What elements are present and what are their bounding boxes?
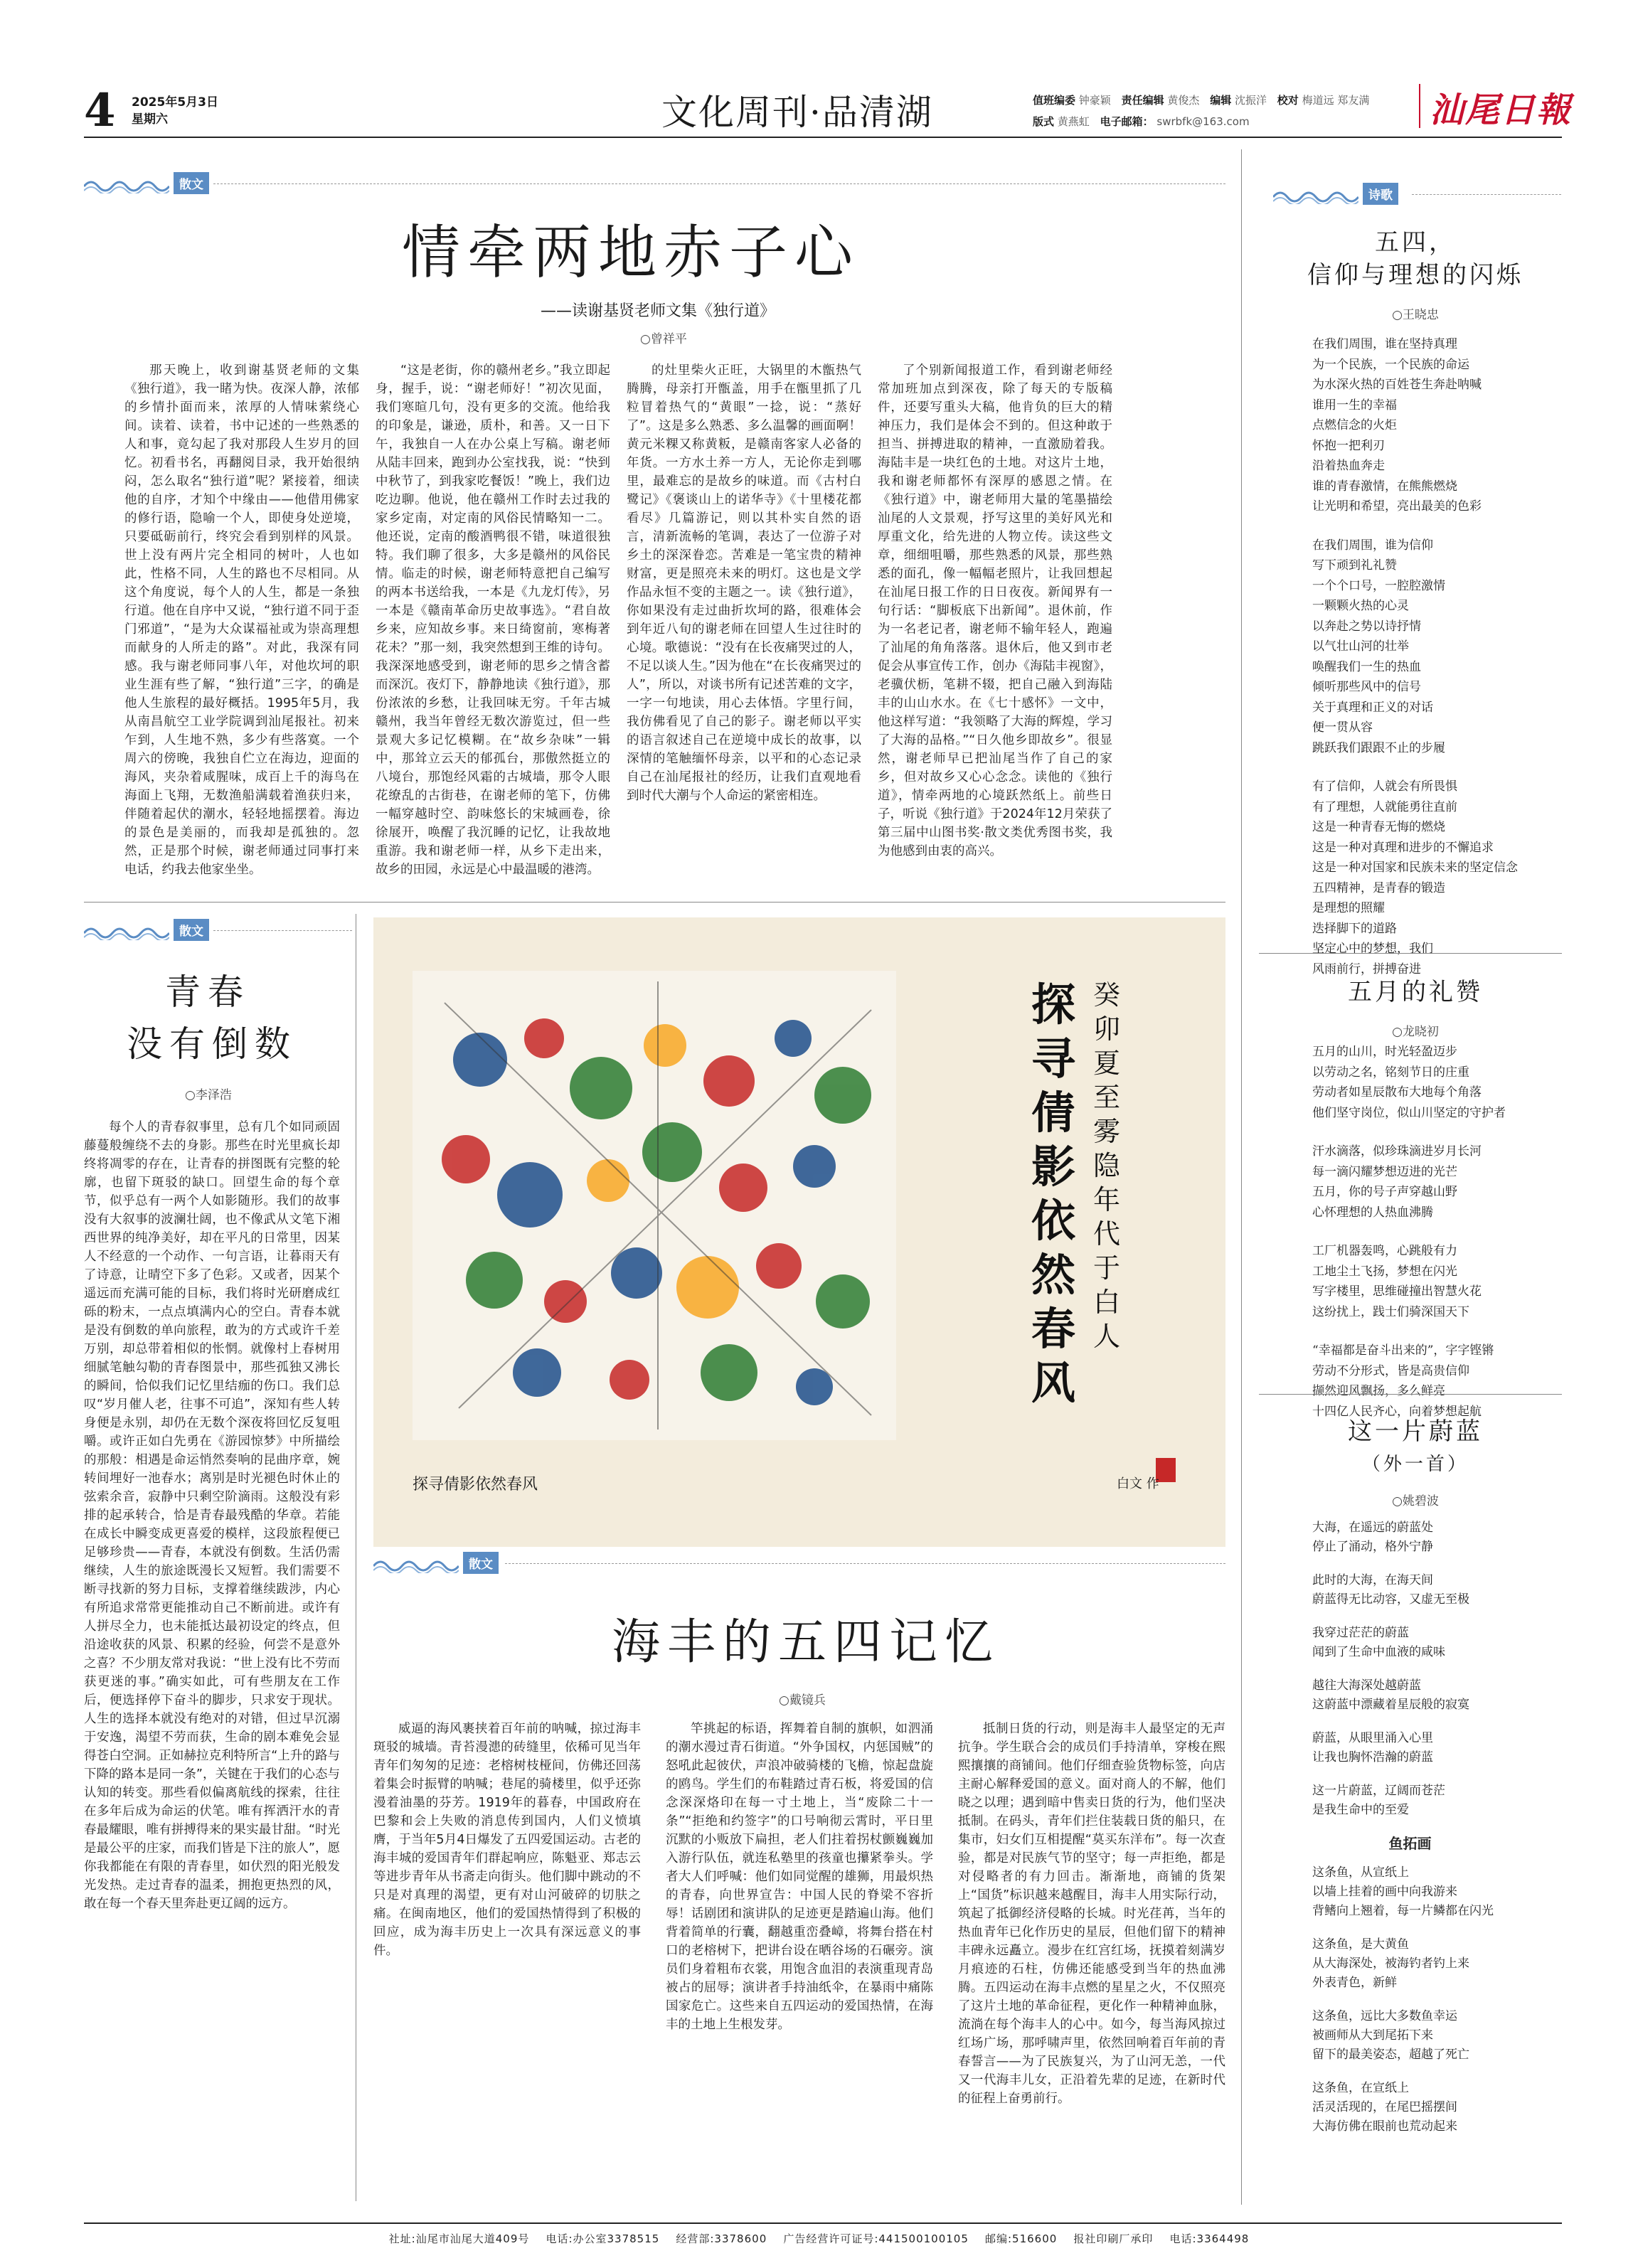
tag-rule xyxy=(505,1563,1225,1564)
footer-phone: 电话:办公室3378515 xyxy=(546,2232,660,2245)
issue-date: 2025年5月3日 xyxy=(132,95,218,110)
painting-small-inscription: 癸卯夏至雾隐年代于白人 xyxy=(1093,979,1121,1352)
poem-line: 留下的最美姿态，超越了死亡 xyxy=(1312,2048,1469,2062)
poem-line: 每一滴闪耀梦想迈进的光芒 xyxy=(1312,1164,1457,1179)
wave-icon xyxy=(84,172,169,193)
poem-author: ○姚碧波 xyxy=(1392,1494,1439,1508)
poem-line: 在我们周围，谁在坚持真理 xyxy=(1312,337,1457,351)
paragraph: 的灶里柴火正旺，大锅里的木甑热气腾腾，母亲打开甑盖，用手在甑里抓了几粒冒着热气的“黄眼”一捻，说：“蒸好了”。这是多么熟悉、多么温馨的画面啊！黄元米粿又称黄粄，是赣南客家人必备的年货。一方水土养一方人，无论你走到哪里，最难忘的是故乡的味道。而《古村白鹭记》《褒谈山上的诺华寺》《十里楼花都看尽》几篇游记，则以其朴实自然的语言，清新流畅的笔调，表达了一位游子对乡土的深深眷恋。苦难是一笔宝贵的精神财富，更是照亮未来的明灯。这也是文学作品永恒不变的主题之一。读《独行道》，你如果没有走过曲折坎坷的路，很难体会到年近八旬的谢老师在回望人生过往时的心境。歌德说：“没有在长夜痛哭过的人，不足以谈人生。”因为他在“在长夜痛哭过的人”，所以，对谈书所有记述苦难的文字，一字一句地读，用心去体悟。字里行间，我仿佛看见了自己的影子。谢老师以平实的语言叙述自己在逆境中成长的故事，以深情的笔触缅怀母亲，以平和的心态记录自己在汕尾报社的经历，让我们直观地看到时代大潮与个人命运的紧密相连。 xyxy=(627,363,861,803)
poem-line: 点燃信念的火炬 xyxy=(1312,418,1397,432)
article-column xyxy=(958,1720,1225,2203)
poem-line: 有了理想，人就能勇往直前 xyxy=(1312,799,1457,814)
section-divider xyxy=(84,902,1225,903)
staff-key: 编辑 xyxy=(1210,94,1232,107)
painting-panel xyxy=(373,917,1225,1547)
poem-line: 十四亿人民齐心，向着梦想起航 xyxy=(1312,1404,1482,1419)
poem-block xyxy=(1266,1415,1565,1508)
wave-icon xyxy=(84,919,169,940)
paragraph: 那天晚上，收到谢基贤老师的文集《独行道》，我一睹为快。夜深人静，浓郁的乡情扑面而来，浓厚的人情味萦绕心间。读着、读着，书中记述的一些熟悉的人和事，竟勾起了我对那段人生岁月的回忆。初看书名，再翻阅目录，我开始很纳闷，怎么取名“独行道”呢？紧接着，细读他的自序，才知个中缘由——他借用佛家的修行语，隐喻一个人，即使身处逆境，只要砥砺前行，终究会看到别样的风景。世上没有两片完全相同的树叶，人也如此，性格不同，人生的路也不尽相同。从这个角度说，每个人的人生，都是一条独行道。他在自序中又说，“独行道不同于歪门邪道”，“是为大众谋福祉或为崇高理想而献身的人所走的路”。对此，我深有同感。我与谢老师同事八年，对他坎坷的职业生涯有些了解，“独行道”三字，的确是他人生旅程的最好概括。1995年5月，我从南昌航空工业学院调到汕尾报社。初来乍到，人生地不熟，多少有些落寞。一个周六的傍晚，我独自伫立在海边，迎面的海风，夹杂着咸腥味，成百上千的海鸟在海面上飞翔，无数渔船满载着渔获归来，伴随着起伏的潮水，轻轻地摇摆着。海边的景色是美丽的，而我却是孤独的。忽然，正是那个时候，谢老师通过同事打来电话，约我去他家坐坐。 xyxy=(124,363,359,877)
poem-title-line1: 五四， xyxy=(1375,228,1456,257)
staff-key: 校对 xyxy=(1277,94,1299,107)
poem-line: 以劳动之名，铭刻节日的庄重 xyxy=(1312,1065,1469,1080)
poem-line: 我穿过茫茫的蔚蓝 xyxy=(1312,1626,1409,1640)
section-tag-essay xyxy=(84,171,209,195)
article-column xyxy=(124,361,359,891)
poem-author: ○王晓忠 xyxy=(1392,308,1439,322)
poem-stanza xyxy=(1312,1241,1554,1322)
page-number: 4 xyxy=(84,84,116,137)
column-divider xyxy=(1241,149,1242,2205)
poem-title-line2: 信仰与理想的闪烁 xyxy=(1307,261,1523,289)
poem-line: 迭择脚下的道路 xyxy=(1312,921,1397,936)
article-title: 海丰的五四记忆 xyxy=(612,1614,1001,1671)
section-divider xyxy=(1259,1394,1562,1395)
staff-value: 黄燕虹 xyxy=(1057,115,1090,128)
poem-line: “幸福都是奋斗出来的”，字字铿锵 xyxy=(1312,1343,1494,1358)
staff-key: 版式 xyxy=(1033,115,1055,128)
poem-line: 这条鱼，在宣纸上 xyxy=(1312,2081,1409,2095)
poem-line: 一个个口号，一腔腔激情 xyxy=(1312,578,1445,593)
poem-line: 心怀理想的人热血沸腾 xyxy=(1312,1205,1433,1220)
poem-stanza xyxy=(1312,1676,1554,1715)
poem-line: 背鳍向上翘着，每一片鳞都在闪光 xyxy=(1312,1904,1494,1918)
poem-line: 一颗颗火热的心灵 xyxy=(1312,599,1409,613)
poem-line: 停止了涌动，格外宁静 xyxy=(1312,1540,1433,1554)
poem-line: 谁的青春激情，在熊熊燃烧 xyxy=(1312,479,1457,494)
poem-stanza xyxy=(1312,1042,1554,1123)
poem-line: 写下顽到礼礼赞 xyxy=(1312,558,1397,573)
poem-line: 为一个民族，一个民族的命运 xyxy=(1312,357,1469,372)
section-title: 文化周刊·品清湖 xyxy=(661,92,933,133)
poem-line: 倾听那些风中的信号 xyxy=(1312,680,1421,694)
article-column xyxy=(84,1118,340,2198)
poem-line: 关于真理和正义的对话 xyxy=(1312,700,1433,715)
painting-caption: 探寻倩影依然春风 xyxy=(413,1476,538,1494)
poem-line: 大海，在遥远的蔚蓝处 xyxy=(1312,1521,1433,1535)
poem-line: 怀抱一把利刃 xyxy=(1312,438,1385,453)
poem-line: 让我也胸怀浩瀚的蔚蓝 xyxy=(1312,1750,1433,1764)
poem-line: 这蔚蓝中漂藏着星辰般的寂寞 xyxy=(1312,1698,1469,1712)
poem-line: 以墙上挂着的画中向我游来 xyxy=(1312,1885,1457,1899)
footer-print-phone: 电话:3364498 xyxy=(1169,2232,1250,2245)
section-tag-poetry xyxy=(1273,181,1398,206)
article-column xyxy=(666,1720,933,2203)
staff-key: 值班编委 xyxy=(1033,94,1076,107)
issue-weekday: 星期六 xyxy=(132,112,168,127)
poem-line: 是我生命中的至爱 xyxy=(1312,1803,1409,1817)
staff-value: 黄俊杰 xyxy=(1167,94,1200,107)
poem-line: 这是一种对真理和进步的不懈追求 xyxy=(1312,840,1494,855)
painting-inscription: 探寻倩影依然春风 xyxy=(1031,979,1076,1409)
poem-line: 风雨前行，拼搏奋进 xyxy=(1312,962,1421,976)
footer xyxy=(0,2231,1638,2246)
tag-label: 散文 xyxy=(463,1552,499,1574)
poem-line: 工地尘土飞扬，梦想在闪光 xyxy=(1312,1264,1457,1279)
staff-key: 电子邮箱： xyxy=(1100,115,1154,128)
poem-line: 这一片蔚蓝，辽阔而苍茫 xyxy=(1312,1784,1445,1798)
paragraph: 竿挑起的标语，挥舞着自制的旗帜，如泗涌的潮水漫过青石街道。“外争国权，内惩国贼”的怒吼此起彼伏，声浪冲破骑楼的飞檐，惊起盘旋的鸥鸟。学生们的布鞋踏过青石板，将爱国的信念深深烙印在每一寸土地上，当“废除二十一条”“拒绝和约签字”的口号响彻云霄时，平日里沉默的小贩放下扁担，老人们拄着拐杖颤巍巍加入游行队伍，就连私塾里的孩童也攥紧拳头。学者大人们呼喊：他们如同觉醒的雄狮，用最炽热的青春，向世界宣告：中国人民的脊梁不容折辱！话剧团和演讲队的足迹更是踏遍山海。他们背着简单的行囊，翻越重峦叠嶂，将舞台搭在村口的老榕树下，把讲台设在晒谷场的石碾旁。演员们身着粗布衣裳，用饱含血泪的表演重现青岛被占的屈辱；演讲者手持油纸伞，在暴雨中痛陈国家危亡。这些来自五四运动的爱国热情，在海丰的土地上生根发芽。 xyxy=(666,1722,933,2032)
poem-line: 这纷扰上，践士们骑深国天下 xyxy=(1312,1304,1469,1319)
article-subtitle: ——读谢基贤老师文集《独行道》 xyxy=(541,302,776,320)
newspaper-logo: 汕尾日報 xyxy=(1430,90,1573,130)
poem-line: 蔚蓝，从眼里涌入心里 xyxy=(1312,1731,1433,1745)
poem-line: 蔚蓝得无比动容，又虚无至极 xyxy=(1312,1592,1469,1607)
tag-label: 散文 xyxy=(174,172,209,194)
staff-value: 梅道远 郑友满 xyxy=(1302,94,1370,107)
tag-rule xyxy=(213,930,352,931)
poem-block xyxy=(1266,976,1565,1039)
article-title: 情牵两地赤子心 xyxy=(402,219,861,287)
poem-line: 为水深火热的百姓苍生奔赴呐喊 xyxy=(1312,378,1482,392)
poem-body xyxy=(1312,1042,1554,1440)
staff-line-1 xyxy=(1033,90,1376,111)
poem-block xyxy=(1266,226,1565,322)
footer-business: 经营部:3378600 xyxy=(676,2232,767,2245)
poem-line: 汗水滴落，似珍珠滴进岁月长河 xyxy=(1312,1144,1482,1159)
poem-line: 以奔赴之势以诗抒情 xyxy=(1312,619,1421,634)
poem-line: 这是一种青春无悔的燃烧 xyxy=(1312,820,1445,834)
poem-line: 有了信仰，人就会有所畏惧 xyxy=(1312,779,1457,794)
poem-stanza xyxy=(1312,334,1554,517)
article-title-line1: 青春 xyxy=(165,971,250,1013)
poem-line: 五月，你的号子声穿越山野 xyxy=(1312,1185,1457,1199)
poem-line: 五月的山川，时光轻盈迈步 xyxy=(1312,1045,1457,1059)
tag-rule xyxy=(213,183,1225,184)
poem-stanza xyxy=(1312,1935,1554,1993)
poem-line: 大海仿佛在眼前也荒动起来 xyxy=(1312,2119,1457,2134)
paragraph: “这是老街，你的赣州老乡。”我立即起身，握手，说：“谢老师好！”初次见面，我们寒暄几句，没有更多的交流。他给我的印象是，谦逊，质朴，和善。又一日下午，我独自一人在办公桌上写稿。谢老师从陆丰回来，跑到办公室找我，说：“快到中秋节了，到我家吃餐饭！”晚上，我们边吃边聊。他说，他在赣州工作时去过我的家乡定南，对定南的风俗民情略知一二。他还说，定南的酸酒鸭很不错，味道很独特。我们聊了很多，大多是赣州的风俗民情。临走的时候，谢老师特意把自己编写的两本书送给我，一本是《九龙灯传》，另一本是《赣南革命历史故事选》。“君自故乡来，应知故乡事。来日绮窗前，寒梅著花未？”那一刻，我突然想到王维的诗句。我深深地感受到，谢老师的思乡之情含蓄而深沉。夜灯下，静静地读《独行道》，那份浓浓的乡愁，让我回味无穷。千年古城赣州，我当年曾经无数次游览过，但一些景观大多记忆模糊。在“故乡杂味”一辑中，那耸立云天的郁孤台，那傲然挺立的八境台，那饱经风霜的古城墙，那令人眼花缭乱的古街巷，在谢老师的笔下，仿佛一幅穿越时空、韵味悠长的宋城画卷，徐徐展开，唤醒了我沉睡的记忆，让我故地重游。我和谢老师一样，从乡下走出来，故乡的田园，永远是心中最温暖的港湾。 xyxy=(376,363,610,877)
section-tag-essay xyxy=(373,1550,499,1575)
poem-stanza xyxy=(1312,1571,1554,1609)
article-column xyxy=(376,361,610,891)
poem-line: 坚定心中的梦想，我们 xyxy=(1312,942,1433,956)
logo-divider xyxy=(1419,84,1420,128)
footer-postcode: 邮编:516600 xyxy=(984,2232,1058,2245)
poem-line: 被画师从大到尾拓下来 xyxy=(1312,2028,1433,2043)
staff-credits xyxy=(1033,90,1376,132)
article-column xyxy=(627,361,861,891)
poem-line: 五四精神，是青春的锻造 xyxy=(1312,880,1445,895)
poem-stanza xyxy=(1312,777,1554,979)
poem-stanza xyxy=(1312,1729,1554,1767)
poem-line: 这是一种对国家和民族未来的坚定信念 xyxy=(1312,861,1518,875)
poem-line: 这条鱼，是大黄鱼 xyxy=(1312,1937,1409,1952)
poem-line: 活灵活现的，在尾巴摇摆间 xyxy=(1312,2100,1457,2114)
poem-line: 这条鱼，远比大多数鱼幸运 xyxy=(1312,2009,1457,2023)
poem-line: 唤醒我们一生的热血 xyxy=(1312,659,1421,674)
poem-stanza xyxy=(1312,536,1554,759)
poem-line: 沿着热血奔走 xyxy=(1312,459,1385,473)
paragraph: 抵制日货的行动，则是海丰人最坚定的无声抗争。学生联合会的成员们手持清单，穿梭在熙熙攘攘的商铺间。他们仔细查验货物标签，向店主耐心解释爱国的意义。面对商人的不解，他们晓之以理；遇到暗中售卖日货的行为，他们坚决抵制。在码头，青年们拦住装载日货的船只，在集市，妇女们互相提醒“莫买东洋布”。每一次查验，都是对民族气节的坚守；每一声拒绝，都是对侵略者的有力回击。渐渐地，商铺的货架上“国货”标识越来越醒目，海丰人用实际行动，筑起了抵御经济侵略的长城。时光荏苒，当年的热血青年已化作历史的星辰，但他们留下的精神丰碑永远矗立。漫步在红宫红场，抚摸着刻满岁月痕迹的石柱，仿佛还能感受到当年的热血沸腾。五四运动在海丰点燃的星星之火，不仅照亮了这片土地的革命征程，更化作一种精神血脉，流淌在每个海丰人的心中。如今，每当海风掠过红场广场，那呼啸声里，依然回响着百年前的青春誓言——为了民族复兴，为了山河无恙，一代又一代海丰儿女，正沿着先辈的足迹，在新时代的征程上奋勇前行。 xyxy=(958,1722,1225,2106)
poem-line: 是理想的照耀 xyxy=(1312,901,1385,915)
wave-icon xyxy=(373,1552,459,1573)
poem-line: 他们坚守岗位，似山川坚定的守护者 xyxy=(1312,1105,1506,1120)
section-tag-essay xyxy=(84,917,209,942)
poem-stanza xyxy=(1312,1341,1554,1422)
staff-value: 钟豪颖 xyxy=(1078,94,1111,107)
footer-address: 社址:汕尾市汕尾大道409号 xyxy=(388,2232,530,2245)
poem-line: 以气壮山河的壮举 xyxy=(1312,639,1409,654)
poem-body xyxy=(1312,1518,1554,2136)
article-author: ○戴镜兵 xyxy=(779,1693,826,1708)
poem-line: 越往大海深处越蔚蓝 xyxy=(1312,1678,1421,1693)
footer-license: 广告经营许可证号:441500100105 xyxy=(783,2232,969,2245)
sub-poem-title: 鱼拓画 xyxy=(1388,1835,1432,1852)
poem-subtitle: （外一首） xyxy=(1361,1454,1469,1475)
email-address: swrbfk@163.com xyxy=(1156,115,1250,128)
poem-line: 劳动不分形式，皆是高贵信仰 xyxy=(1312,1363,1469,1378)
poem-stanza xyxy=(1312,1624,1554,1662)
article-column xyxy=(373,1720,641,2203)
poem-line: 跳跃我们跟跟不止的步履 xyxy=(1312,740,1445,755)
article-column xyxy=(878,361,1112,891)
poem-line: 谁用一生的幸福 xyxy=(1312,398,1397,412)
poem-line: 写字楼里，思维碰撞出智慧火花 xyxy=(1312,1284,1482,1299)
poem-line: 在我们周围，谁为信仰 xyxy=(1312,538,1433,553)
issue-date-block xyxy=(132,94,218,128)
tag-label: 诗歌 xyxy=(1363,183,1398,205)
article-author: ○曾祥平 xyxy=(640,332,687,346)
poem-line: 闻到了生命中血液的咸味 xyxy=(1312,1645,1445,1659)
poem-line: 劳动者如星辰散布大地每个角落 xyxy=(1312,1085,1482,1100)
paragraph: 威逼的海风裹挟着百年前的呐喊，掠过海丰斑驳的城墙。青苔漫漶的砖缝里，依稀可见当年青年们匆匆的足迹：老榕树枝桠间，仿佛还回荡着集会时振臂的呐喊；巷尾的骑楼里，似乎还弥漫着油墨的芬芳。1919年的暮春，中国政府在巴黎和会上失败的消息传到国内，人们义愤填膺，于当年5月4日爆发了五四爱国运动。古老的海丰城的爱国青年们群起响应，陈魁亚、郑志云等进步青年从书斋走向街头。他们脚中跳动的不只是对真理的渴望，更有对山河破碎的切肤之痛。在闽南地区，他们的爱国热情得到了积极的回应，成为海丰历史上一次具有深远意义的事件。 xyxy=(373,1722,641,1958)
article-title-line2: 没有倒数 xyxy=(127,1023,297,1065)
poem-line: 工厂机器轰鸣，心跳般有力 xyxy=(1312,1244,1457,1258)
poem-line: 此时的大海，在海天间 xyxy=(1312,1573,1433,1587)
section-divider xyxy=(1259,953,1562,954)
poem-stanza xyxy=(1312,1782,1554,1820)
poem-author: ○龙晓初 xyxy=(1392,1025,1439,1039)
footer-rule xyxy=(84,2222,1562,2224)
staff-value: 沈振洋 xyxy=(1234,94,1267,107)
poem-body xyxy=(1312,334,1554,998)
poem-line: 让光明和希望，亮出最美的色彩 xyxy=(1312,499,1482,513)
staff-key: 责任编辑 xyxy=(1121,94,1164,107)
paragraph: 每个人的青春叙事里，总有几个如同顽固藤蔓般缠绕不去的身影。那些在时光里疯长却终将凋零的存在，让青春的拼图既有完整的轮廓，也留下斑驳的缺口。回望生命的每个章节，似乎总有一两个人如影随形。我们的故事没有大叙事的波澜壮阔，也不像武从文笔下湘西世界的纯净美好，却在平凡的日常里，因某人不经意的一个动作、一句言语，让暮雨天有了诗意，让晴空下多了色彩。又或者，因某个遥远而充满可能的目标，我们将时光研磨成红砾的粉末，一点点填满内心的空白。青春本就是没有倒数的单向旅程，敢为的方式或许千差万别，却总带着相似的怅惘。就像村上春树用细腻笔触勾勒的青春图景中，那些孤独又沸长的瞬间，恰似我们记忆里结痂的伤口。我们总叹“岁月催人老，往事不可追”，深知有些人转身便是永别，却仍在无数个深夜将回忆反复咀嚼。或许正如白先勇在《游园惊梦》中所描绘的那般：相遇是命运悄然奏响的昆曲序章，婉转间埋好一池春水；离别是时光褪色时休止的弦索余音，寂静中只剩空阶滴雨。这般没有彩排的起承转合，恰是青春最残酷的华章。若能在成长中瞬变成更喜爱的模样，这段旅程便已足够珍贵——青春，本就没有倒数。生活仍需继续，人生的旅途既漫长又短暂。我们需要不断寻找新的努力目标，支撑着继续跋涉，内心有所追求常常更能推动自己不断前进。或许有人拼尽全力，也未能抵达最初设定的终点，但沿途收获的风景、积累的经验，何尝不是意外之喜？不少朋友常对我说：“世上没有比不劳而获更迷的事。”确实如此，可有些朋友在工作后，便选择停下奋斗的脚步，只求安于现状。人生的选择本就没有绝对的对错，但过早沉溺于安逸，渴望不劳而获，生命的剧本难免会显得苍白空洞。正如赫拉克利特所言“上升的路与下降的路本是同一条”，关键在于我们的心态与认知的转变。那些看似偏离航线的探索，往往在多年后成为命运的伏笔。唯有挥洒汗水的青春最耀眼，唯有拼搏得来的果实最甘甜。“时光是最公平的庄家，而我们皆是下注的旅人”，愿你我都能在有限的青春里，如伏烈的阳光般发光发热。走过青春的温柔，拥抱更热烈的风，敢在每一个春天里奔赴更辽阔的远方。 xyxy=(84,1120,340,1911)
article-author: ○李泽浩 xyxy=(185,1088,232,1102)
footer-printing: 报社印刷厂承印 xyxy=(1073,2232,1154,2245)
poem-stanza xyxy=(1312,1863,1554,1921)
painting-artist: 白文 作 xyxy=(1117,1476,1159,1491)
poem-line: 这条鱼，从宣纸上 xyxy=(1312,1865,1409,1880)
poem-title: 这一片蔚蓝 xyxy=(1348,1417,1483,1446)
poem-line: 撷然迎风飘扬，多么鲜亮 xyxy=(1312,1384,1445,1398)
paragraph: 了个别新闻报道工作，看到谢老师经常加班加点到深夜，除了每天的专版稿件，还要写重头大稿，他肯负的巨大的精神压力，我们是体会不到的。但这种敢于担当、拼搏进取的精神，一直激励着我。海陆丰是一块红色的土地。对这片土地，我和谢老师都怀有深厚的感恩之情。在《独行道》中，谢老师用大量的笔墨描绘汕尾的人文景观，抒写这里的美好风光和厚重文化，给先进的人物立传。读这些文章，细细咀嚼，那些熟悉的风景，那些熟悉的面孔，像一幅幅老照片，让我回想起在汕尾日报工作的日日夜夜。新闻界有一句行话：“脚板底下出新闻”。退休前，作为一名老记者，谢老师不输年轻人，跑遍了汕尾的角角落落。退休后，他又到市老促会从事宣传工作，创办《海陆丰视窗》，老骥伏枥，笔耕不辍，把自己融入到海陆丰的山山水水。在《七十感怀》一文中，他这样写道：“我领略了大海的辉煌，学习了大海的品格。”“日久他乡即故乡”。很显然，谢老师早已把汕尾当作了自己的家乡，但对故乡又心心念念。读他的《独行道》，情牵两地的心境跃然纸上。前些日子，听说《独行道》于2024年12月荣获了第三届中山图书奖·散文类优秀图书奖，我为他感到由衷的高兴。 xyxy=(878,363,1112,858)
poem-stanza xyxy=(1312,1141,1554,1223)
poem-line: 从大海深处，被海钓者钓上来 xyxy=(1312,1956,1469,1971)
poem-line: 便一贯从容 xyxy=(1312,720,1373,735)
header-rule xyxy=(84,137,1562,138)
tag-rule xyxy=(1412,194,1561,195)
poem-line: 外表青色，新鲜 xyxy=(1312,1976,1397,1990)
staff-line-2 xyxy=(1033,111,1376,132)
wave-icon xyxy=(1273,183,1358,204)
poem-stanza xyxy=(1312,1518,1554,1557)
tag-label: 散文 xyxy=(174,919,209,941)
poem-title: 五月的礼赞 xyxy=(1348,978,1483,1006)
poem-stanza xyxy=(1312,2007,1554,2065)
poem-stanza xyxy=(1312,2079,1554,2136)
